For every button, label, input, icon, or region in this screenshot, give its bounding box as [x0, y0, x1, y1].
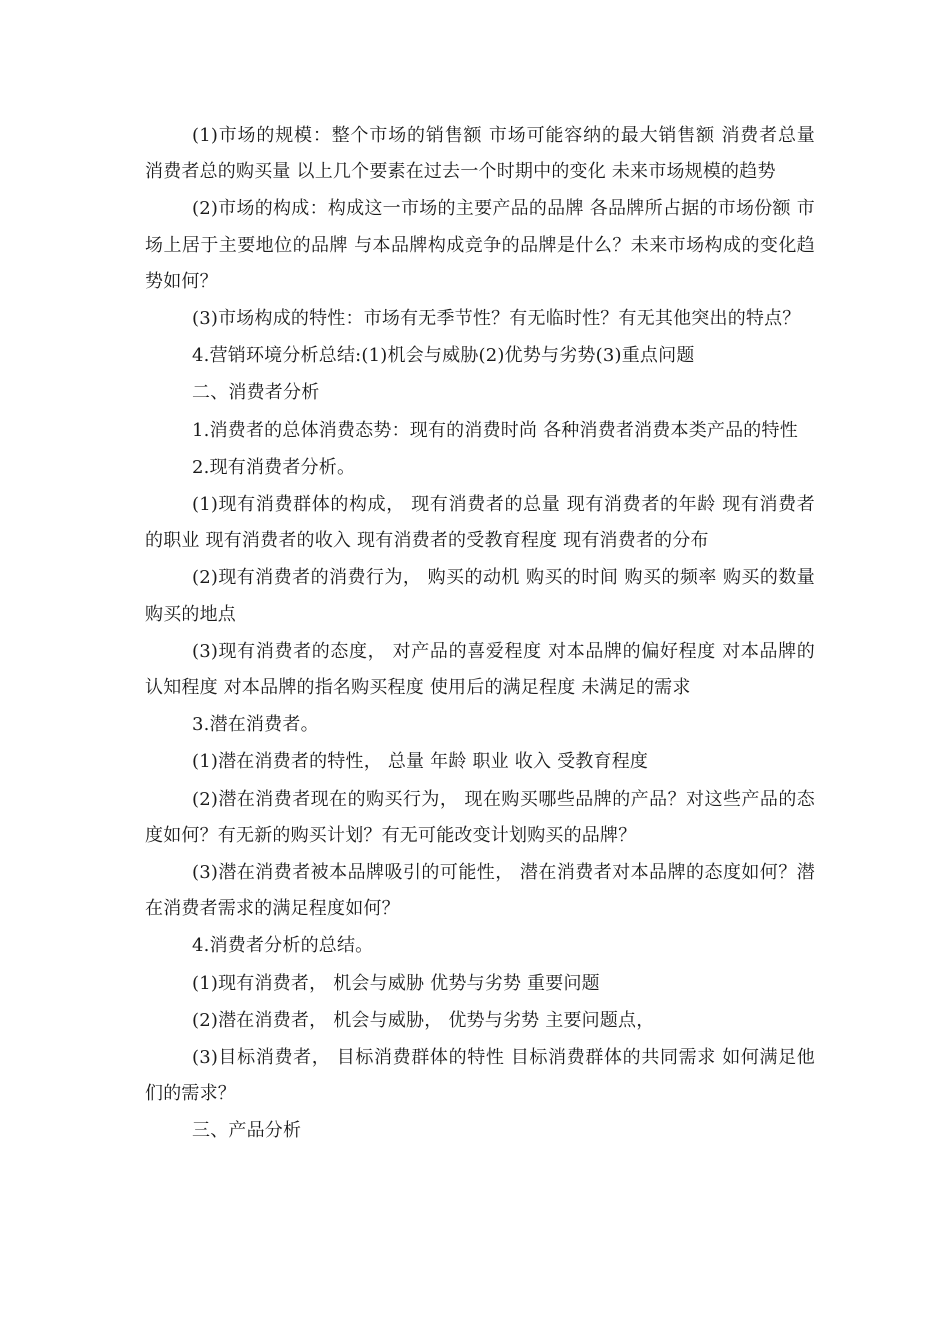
paragraph-environment-summary: 4.营销环境分析总结:(1)机会与威胁(2)优势与劣势(3)重点问题: [192, 345, 695, 367]
paragraph-current-group-composition: (1)现有消费群体的构成， 现有消费者的总量 现有消费者的年龄 现有消费者的职业 现有消费者的收入 现有消费者的受教育程度 现有消费者的分布: [145, 494, 815, 552]
paragraph-current-behavior: (2)现有消费者的消费行为， 购买的动机 购买的时间 购买的频率 购买的数量 购买的地点: [145, 567, 815, 625]
document-body: [145, 118, 815, 1151]
paragraph-potential-behavior: (2)潜在消费者现在的购买行为， 现在购买哪些品牌的产品？对这些产品的态度如何？有无新的购买计划？有无可能改变计划购买的品牌？: [145, 788, 815, 846]
paragraph-potential-consumers: 3.潜在消费者。: [192, 714, 319, 736]
section-heading-product-analysis: 三、产品分析: [192, 1120, 302, 1142]
paragraph-market-characteristics: (3)市场构成的特性：市场有无季节性？有无临时性？有无其他突出的特点？: [192, 308, 801, 330]
paragraph-market-scale: (1)市场的规模：整个市场的销售额 市场可能容纳的最大销售额 消费者总量 消费者总的购买量 以上几个要素在过去一个时期中的变化 未来市场规模的趋势: [145, 125, 815, 183]
paragraph-potential-attraction: (3)潜在消费者被本品牌吸引的可能性， 潜在消费者对本品牌的态度如何？潜在消费者需求的满足程度如何？: [145, 862, 815, 920]
section-heading-consumer-analysis: 二、消费者分析: [192, 382, 320, 404]
paragraph-overall-consumption: 1.消费者的总体消费态势：现有的消费时尚 各种消费者消费本类产品的特性: [192, 419, 798, 441]
paragraph-current-attitude: (3)现有消费者的态度， 对产品的喜爱程度 对本品牌的偏好程度 对本品牌的认知程度 对本品牌的指名购买程度 使用后的满足程度 未满足的需求: [145, 640, 815, 699]
paragraph-summary-potential: (2)潜在消费者， 机会与威胁， 优势与劣势 主要问题点，: [192, 1009, 655, 1031]
paragraph-summary-current: (1)现有消费者， 机会与威胁 优势与劣势 重要问题: [192, 972, 600, 994]
paragraph-current-consumers: 2.现有消费者分析。: [192, 456, 356, 478]
paragraph-potential-characteristics: (1)潜在消费者的特性， 总量 年龄 职业 收入 受教育程度: [192, 751, 649, 773]
paragraph-consumer-summary: 4.消费者分析的总结。: [192, 935, 374, 957]
paragraph-market-composition: (2)市场的构成：构成这一市场的主要产品的品牌 各品牌所占据的市场份额 市场上居于主要地位的品牌 与本品牌构成竞争的品牌是什么？未来市场构成的变化趋势如何？: [145, 198, 815, 292]
paragraph-summary-target: (3)目标消费者， 目标消费群体的特性 目标消费群体的共同需求 如何满足他们的需求？: [145, 1047, 815, 1105]
